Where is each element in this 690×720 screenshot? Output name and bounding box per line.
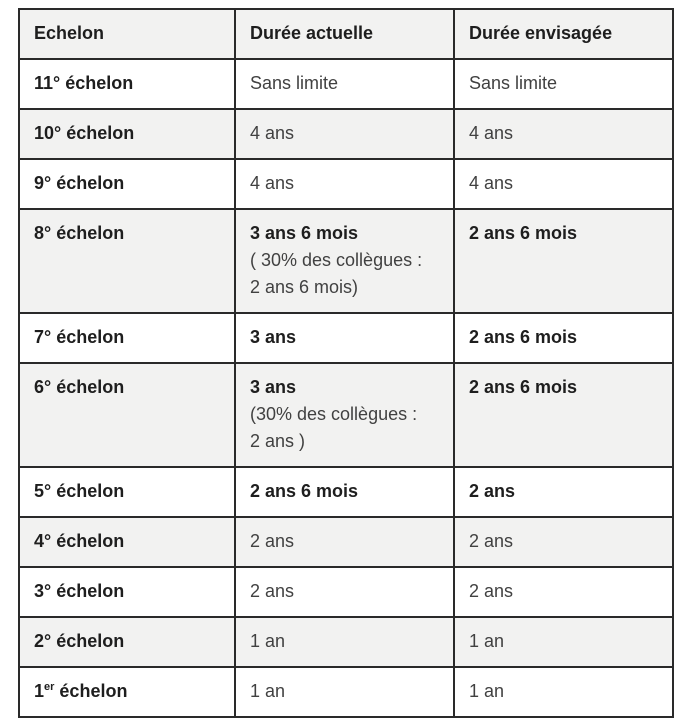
- table-row-echelon-11: [19, 59, 673, 109]
- table-row-echelon-1: [19, 667, 673, 717]
- echelon-cell: 9° échelon: [19, 159, 235, 209]
- duration-main-value: 3 ans: [250, 377, 297, 397]
- duree-actuelle-cell: 4 ans: [235, 159, 454, 209]
- echelon-cell: 3° échelon: [19, 567, 235, 617]
- duree-actuelle-cell: 3 ans: [235, 313, 454, 363]
- echelon-number: 1: [34, 681, 45, 701]
- duree-actuelle-cell: 2 ans: [235, 567, 454, 617]
- column-header-duree-envisagee: Durée envisagée: [454, 9, 673, 59]
- table-row-echelon-6: [19, 363, 673, 467]
- duree-actuelle-cell: [235, 209, 454, 313]
- duree-actuelle-cell: [235, 363, 454, 467]
- duree-envisagee-cell: 2 ans 6 mois: [454, 313, 673, 363]
- echelon-cell: 8° échelon: [19, 209, 235, 313]
- duration-main-value: 3 ans 6 mois: [250, 223, 359, 243]
- duree-envisagee-cell: 2 ans 6 mois: [454, 363, 673, 467]
- echelon-cell: 7° échelon: [19, 313, 235, 363]
- duree-envisagee-cell: 2 ans: [454, 567, 673, 617]
- echelon-cell: 4° échelon: [19, 517, 235, 567]
- ordinal-superscript: er: [44, 681, 55, 693]
- echelon-cell: 2° échelon: [19, 617, 235, 667]
- duree-envisagee-cell: 4 ans: [454, 109, 673, 159]
- duration-note-line2: 2 ans ): [250, 431, 306, 451]
- duree-envisagee-cell: Sans limite: [454, 59, 673, 109]
- duree-envisagee-cell: 2 ans: [454, 517, 673, 567]
- echelon-cell: 10° échelon: [19, 109, 235, 159]
- echelon-duration-table: [18, 8, 674, 718]
- duree-actuelle-cell: 2 ans 6 mois: [235, 467, 454, 517]
- duree-actuelle-cell: 1 an: [235, 617, 454, 667]
- table-row-echelon-9: [19, 159, 673, 209]
- echelon-cell: 5° échelon: [19, 467, 235, 517]
- duree-envisagee-cell: 2 ans 6 mois: [454, 209, 673, 313]
- table-row-echelon-5: [19, 467, 673, 517]
- table-row-echelon-10: [19, 109, 673, 159]
- duree-envisagee-cell: 4 ans: [454, 159, 673, 209]
- header-row: [19, 9, 673, 59]
- duree-envisagee-cell: 2 ans: [454, 467, 673, 517]
- duree-actuelle-cell: 2 ans: [235, 517, 454, 567]
- duration-note-line1: (30% des collègues :: [250, 404, 418, 424]
- table-row-echelon-3: [19, 567, 673, 617]
- duree-actuelle-cell: Sans limite: [235, 59, 454, 109]
- echelon-cell: [19, 667, 235, 717]
- echelon-label: échelon: [54, 681, 128, 701]
- duree-envisagee-cell: 1 an: [454, 617, 673, 667]
- column-header-duree-actuelle: Durée actuelle: [235, 9, 454, 59]
- duree-actuelle-cell: 4 ans: [235, 109, 454, 159]
- duree-actuelle-cell: 1 an: [235, 667, 454, 717]
- duration-note-line2: 2 ans 6 mois): [250, 277, 359, 297]
- column-header-echelon: Echelon: [19, 9, 235, 59]
- echelon-cell: 6° échelon: [19, 363, 235, 467]
- echelon-cell: 11° échelon: [19, 59, 235, 109]
- duration-note-line1: ( 30% des collègues :: [250, 250, 423, 270]
- table-row-echelon-2: [19, 617, 673, 667]
- duree-envisagee-cell: 1 an: [454, 667, 673, 717]
- table-row-echelon-7: [19, 313, 673, 363]
- table-row-echelon-8: [19, 209, 673, 313]
- table-row-echelon-4: [19, 517, 673, 567]
